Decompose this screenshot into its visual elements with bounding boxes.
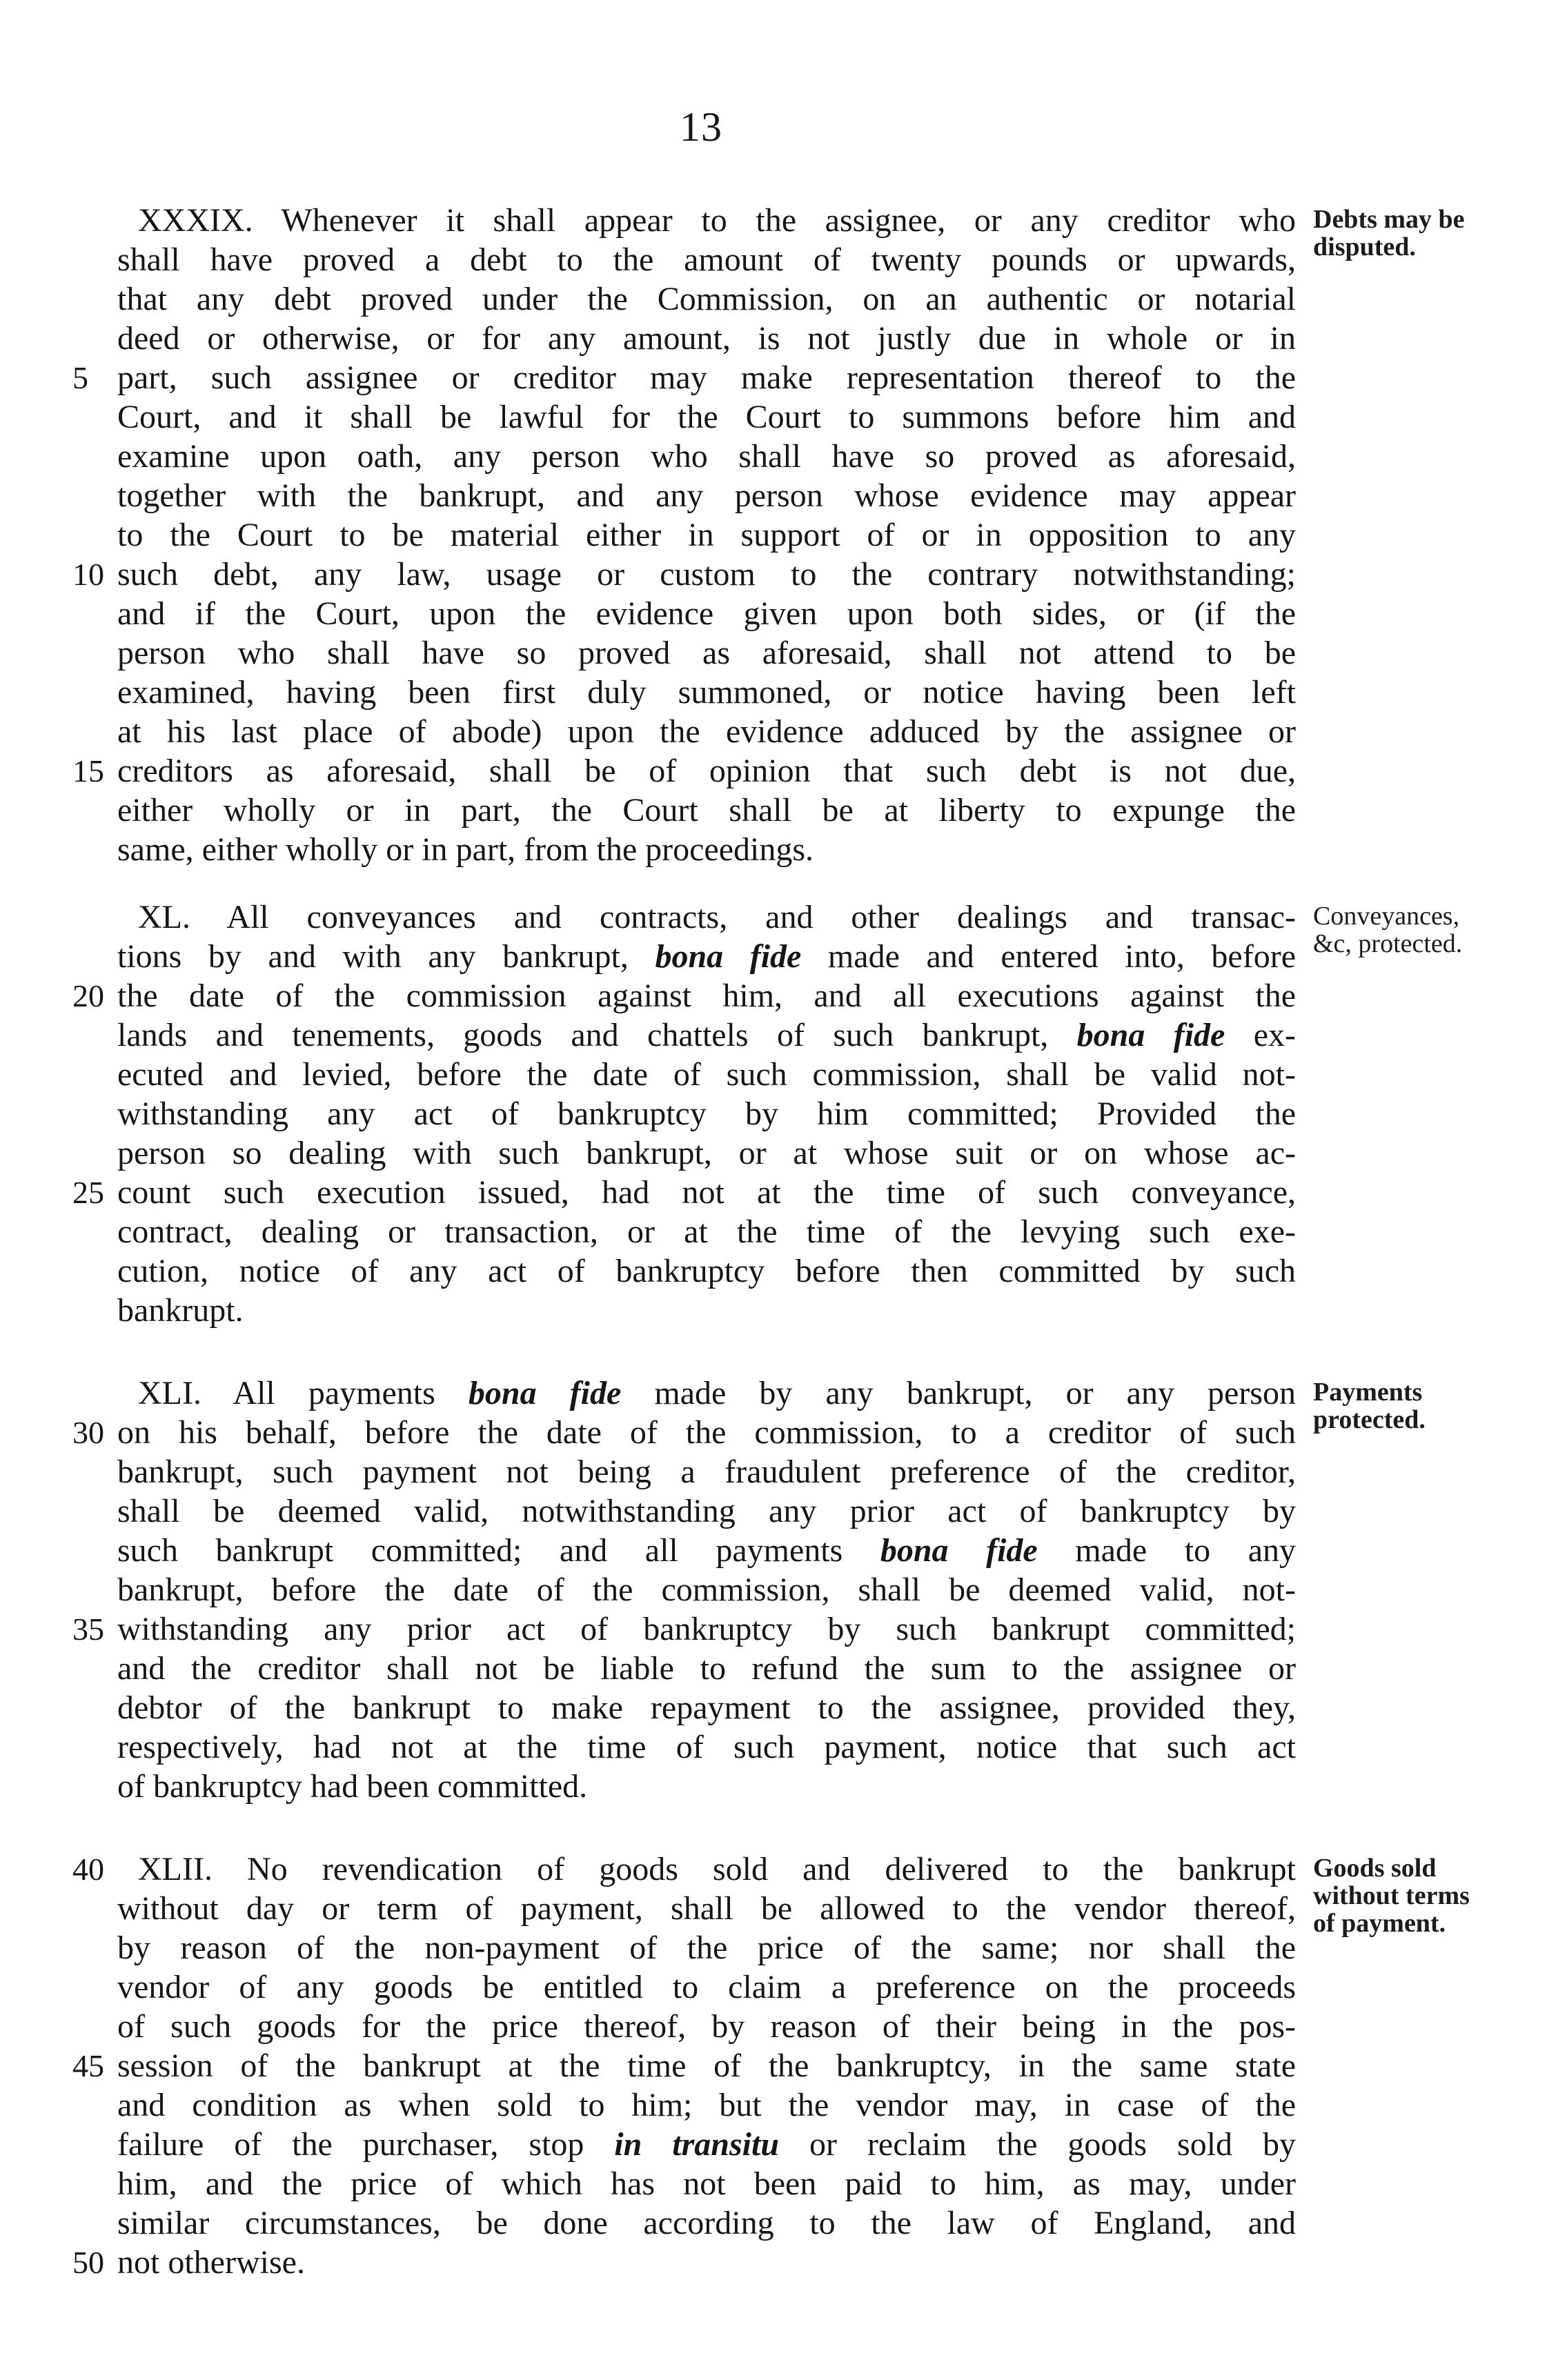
text-line: bankrupt, such payment not being a fraudulent preference of the creditor, — [117, 1454, 1296, 1490]
line-number: 5 — [72, 360, 88, 395]
text-line: respectively, had not at the time of such payment, notice that such act — [117, 1729, 1296, 1765]
text-line: of bankruptcy had been committed. — [117, 1768, 588, 1805]
text-line: either wholly or in part, the Court shall be at liberty to expunge the — [117, 792, 1296, 829]
text-line: shall be deemed valid, notwithstanding any prior act of bankruptcy by — [117, 1493, 1296, 1529]
marginal-note-line: &c, protected. — [1313, 929, 1463, 958]
text-line: examined, having been first duly summoned, or notice having been left — [117, 674, 1296, 711]
marginal-note-line: without terms — [1313, 1881, 1470, 1910]
page-number: 13 — [680, 104, 722, 150]
text-line: on his behalf, before the date of the commission, to a creditor of such — [117, 1414, 1296, 1451]
text-line: person so dealing with such bankrupt, or at whose suit or on whose ac- — [117, 1135, 1296, 1171]
text-line: lands and tenements, goods and chattels of such bankrupt, bona fide ex- — [117, 1017, 1296, 1053]
text-line: withstanding any act of bankruptcy by him committed; Provided the — [117, 1095, 1296, 1132]
text-line: session of the bankrupt at the time of the bankruptcy, in the same state — [117, 2047, 1296, 2084]
marginal-note-line: protected. — [1313, 1405, 1426, 1434]
text-line: part, such assignee or creditor may make representation thereof to the — [117, 359, 1296, 396]
text-line: without day or term of payment, shall be allowed to the vendor thereof, — [117, 1890, 1296, 1927]
marginal-note-line: Debts may be — [1313, 205, 1465, 234]
text-line: such bankrupt committed; and all payments bona fide made to any — [117, 1532, 1296, 1569]
text-line: similar circumstances, be done according to the law of England, and — [117, 2205, 1296, 2241]
text-line: deed or otherwise, or for any amount, is not justly due in whole or in — [117, 320, 1296, 357]
text-line: Court, and it shall be lawful for the Court to summons before him and — [117, 399, 1296, 435]
text-line: XXXIX. Whenever it shall appear to the assignee, or any creditor who — [138, 202, 1296, 239]
line-number: 45 — [72, 2048, 104, 2083]
text-line: not otherwise. — [117, 2244, 305, 2281]
text-line: and the creditor shall not be liable to refund the sum to the assignee or — [117, 1650, 1296, 1687]
text-line: vendor of any goods be entitled to claim a preference on the proceeds — [117, 1969, 1296, 2005]
text-line: XLI. All payments bona fide made by any bankrupt, or any person — [138, 1375, 1296, 1411]
marginal-note-line: Payments — [1313, 1378, 1423, 1407]
text-line: together with the bankrupt, and any person whose evidence may appear — [117, 477, 1296, 514]
text-line: such debt, any law, usage or custom to the contrary notwithstanding; — [117, 556, 1296, 593]
text-line: and if the Court, upon the evidence given upon both sides, or (if the — [117, 595, 1296, 632]
text-line: debtor of the bankrupt to make repayment to the assignee, provided they, — [117, 1689, 1296, 1726]
text-line: bankrupt, before the date of the commission, shall be deemed valid, not- — [117, 1571, 1296, 1608]
text-line: person who shall have so proved as aforesaid, shall not attend to be — [117, 635, 1296, 671]
line-number: 20 — [72, 978, 104, 1013]
line-number: 50 — [72, 2245, 104, 2280]
line-number: 10 — [72, 557, 104, 592]
text-line: examine upon oath, any person who shall have so proved as aforesaid, — [117, 438, 1296, 475]
text-line: the date of the commission against him, and all executions against the — [117, 978, 1296, 1014]
line-number: 35 — [72, 1612, 104, 1647]
marginal-note-line: disputed. — [1313, 232, 1416, 261]
text-line: by reason of the non-payment of the price of the same; nor shall the — [117, 1930, 1296, 1966]
text-line: same, either wholly or in part, from the proceedings. — [117, 831, 814, 868]
line-number: 40 — [72, 1852, 104, 1887]
text-line: failure of the purchaser, stop in transitu or reclaim the goods sold by — [117, 2126, 1296, 2163]
text-line: shall have proved a debt to the amount of twenty pounds or upwards, — [117, 241, 1296, 278]
text-line: that any debt proved under the Commission, on an authentic or notarial — [117, 281, 1296, 317]
text-line: contract, dealing or transaction, or at the time of the levying such exe- — [117, 1213, 1296, 1250]
line-number: 25 — [72, 1175, 104, 1210]
text-line: withstanding any prior act of bankruptcy by such bankrupt committed; — [117, 1611, 1296, 1647]
text-line: XL. All conveyances and contracts, and other dealings and transac- — [138, 899, 1296, 935]
text-line: and condition as when sold to him; but the vendor may, in case of the — [117, 2087, 1296, 2123]
text-line: to the Court to be material either in support of or in opposition to any — [117, 517, 1296, 553]
text-line: him, and the price of which has not been paid to him, as may, under — [117, 2165, 1296, 2202]
text-line: tions by and with any bankrupt, bona fide made and entered into, before — [117, 938, 1297, 975]
text-line: bankrupt. — [117, 1292, 244, 1329]
text-line: of such goods for the price thereof, by reason of their being in the pos- — [117, 2008, 1296, 2045]
line-number: 15 — [72, 753, 104, 789]
text-line: cution, notice of any act of bankruptcy before then committed by such — [117, 1253, 1296, 1289]
text-line: at his last place of abode) upon the evidence adduced by the assignee or — [117, 713, 1296, 750]
line-number: 30 — [72, 1415, 104, 1450]
marginal-note-line: Conveyances, — [1313, 902, 1460, 931]
marginal-note-line: of payment. — [1313, 1909, 1446, 1938]
text-line: XLII. No revendication of goods sold and delivered to the bankrupt — [138, 1851, 1296, 1887]
text-line: creditors as aforesaid, shall be of opinion that such debt is not due, — [117, 753, 1296, 789]
text-line: ecuted and levied, before the date of such commission, shall be valid not- — [117, 1056, 1296, 1093]
text-line: count such execution issued, had not at the time of such conveyance, — [117, 1174, 1296, 1211]
marginal-note-line: Goods sold — [1313, 1854, 1437, 1883]
